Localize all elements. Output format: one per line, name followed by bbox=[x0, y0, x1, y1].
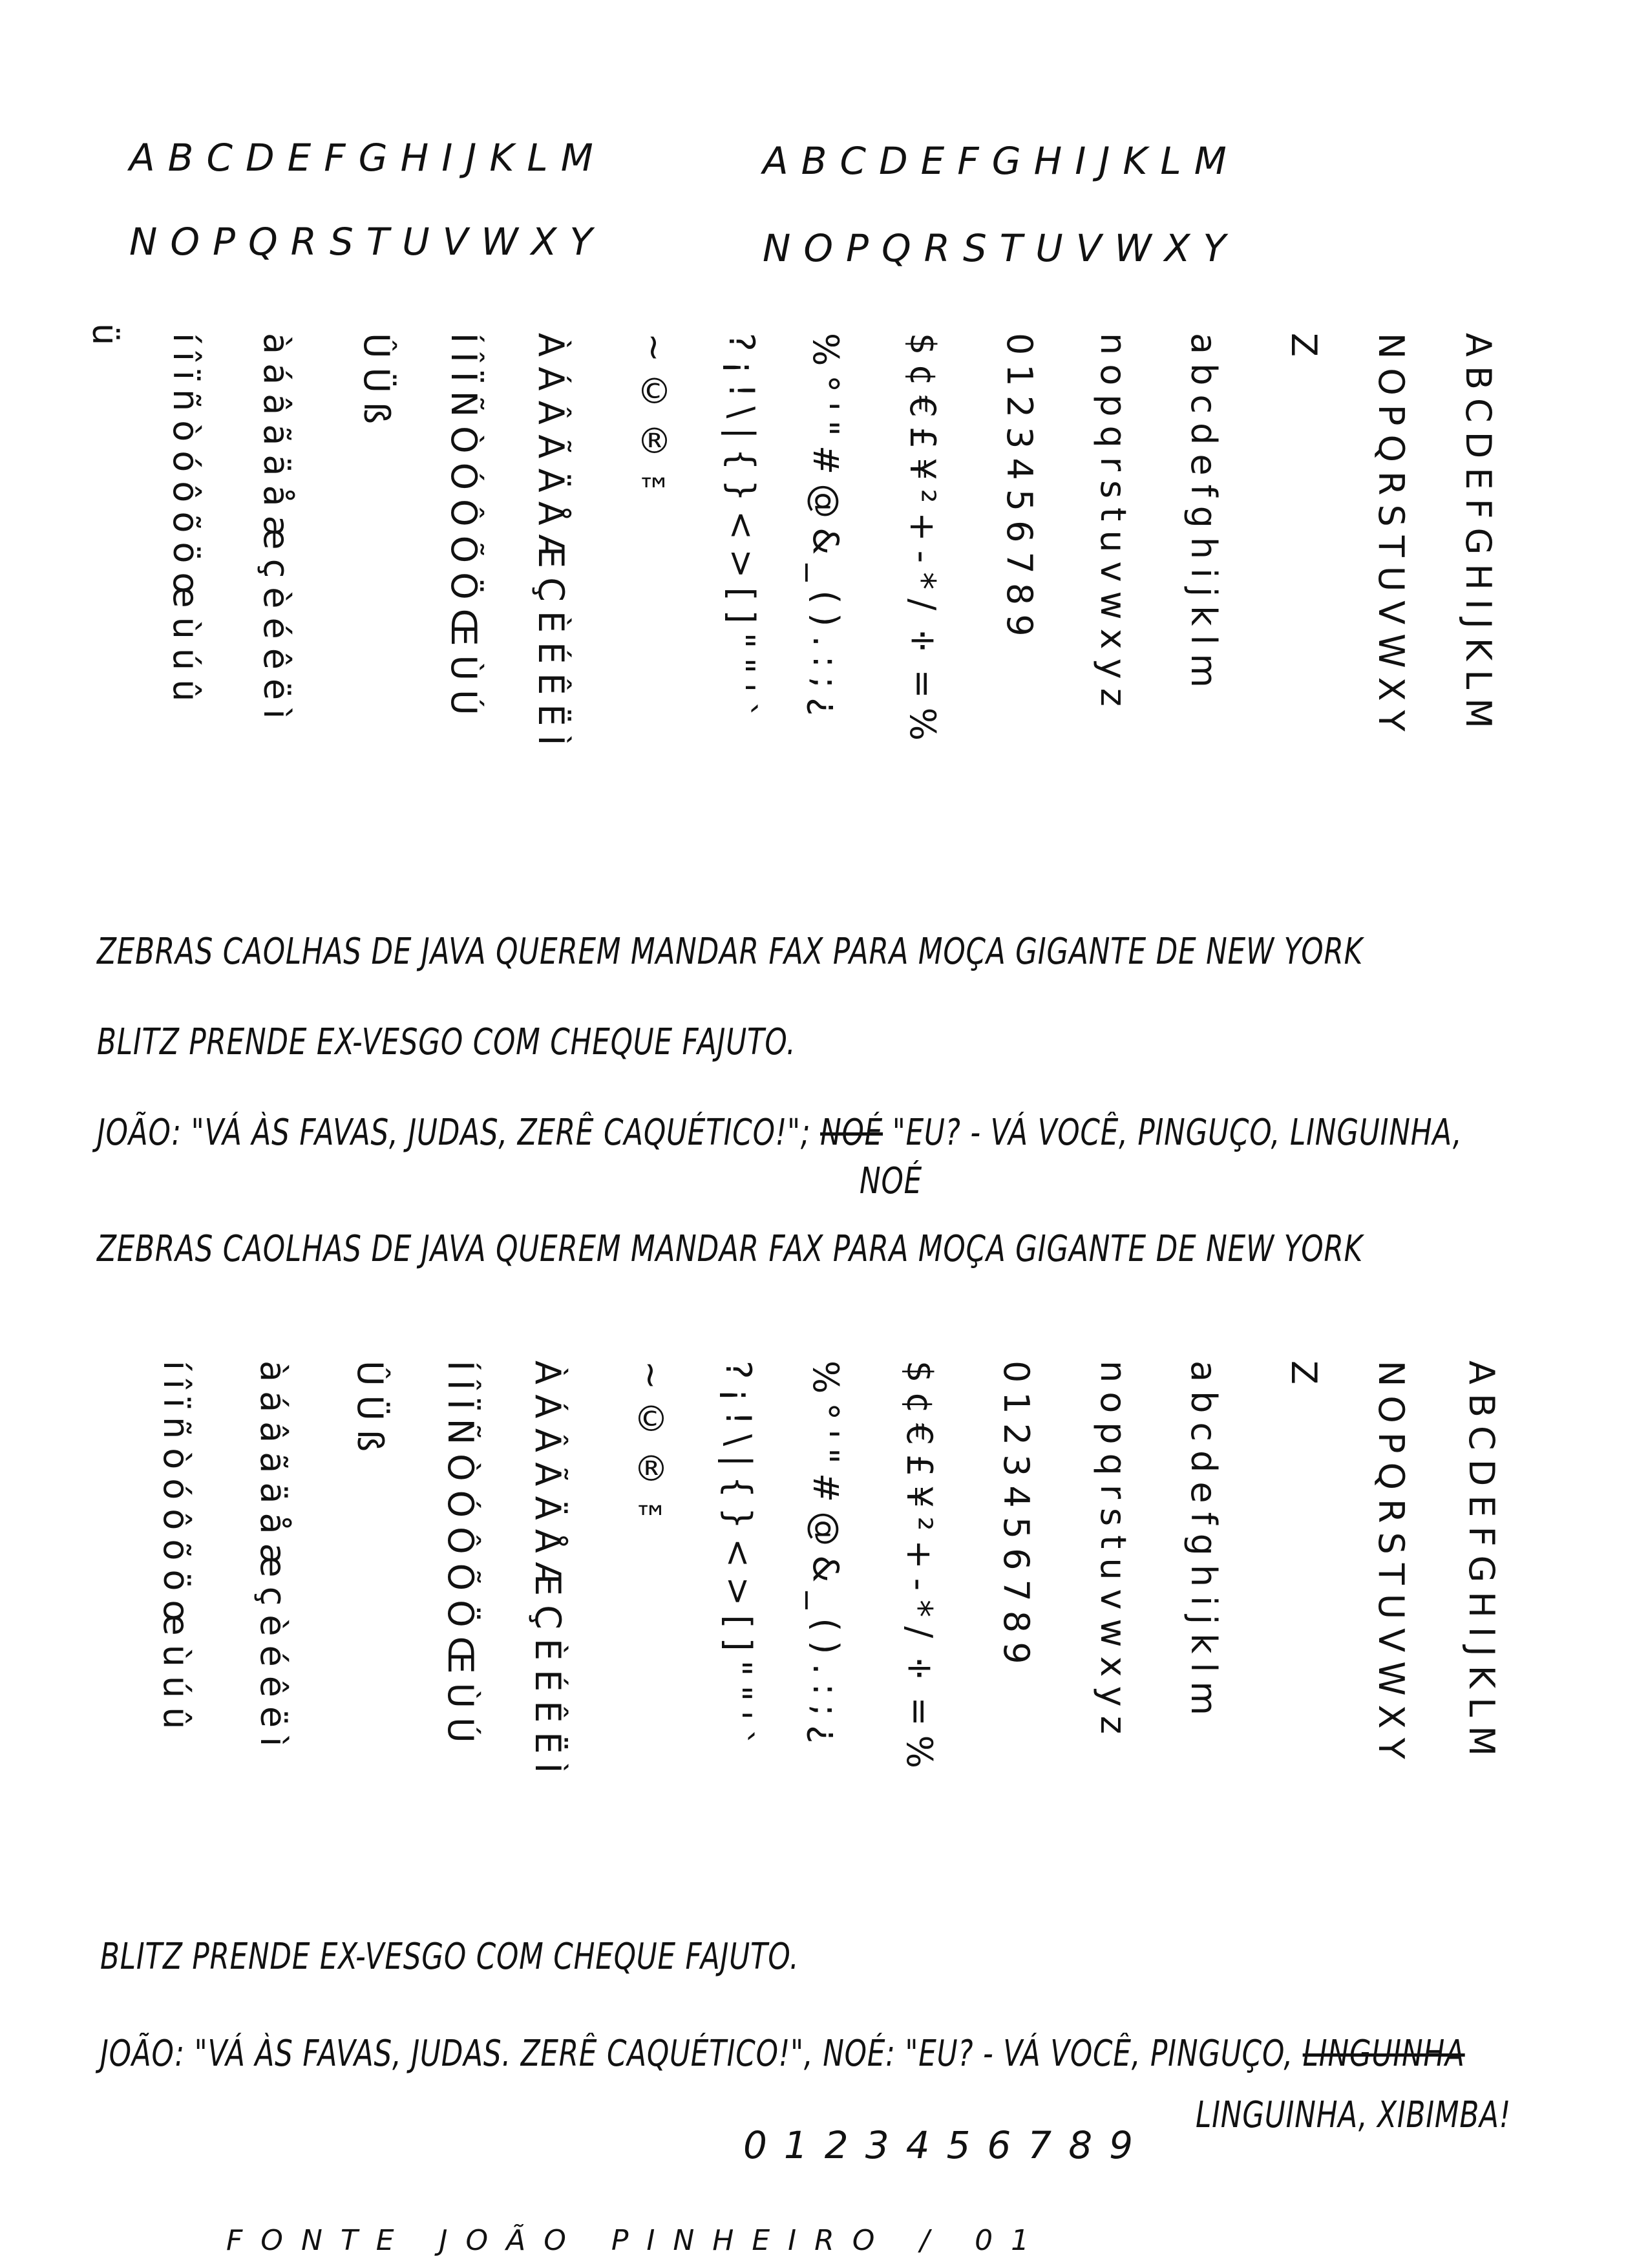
pangram-zebras-1: ZEBRAS CAOLHAS DE JAVA QUEREM MANDAR FAX PARA MOÇA GIGANTE DE NEW YORK bbox=[97, 931, 1364, 973]
glyph-column: %°'"#@&_().:;¿ bbox=[805, 1361, 846, 1753]
glyph-column: ü bbox=[85, 323, 125, 355]
pangram-joao-2-continuation: LINGUINHA, XIBIMBA! bbox=[1196, 2094, 1512, 2136]
pangram-blitz-2: BLITZ PRENDE EX-VESGO COM CHEQUE FAJUTO. bbox=[100, 1936, 799, 1978]
struck-word: NOÉ bbox=[820, 1112, 883, 1154]
glyph-column: ?¡!\|{}<>[]""'` bbox=[721, 333, 762, 728]
glyph-column: abcdefghijklm bbox=[1183, 1361, 1224, 1724]
glyph-column: ~©®™ bbox=[631, 1361, 671, 1549]
glyph-column: Z bbox=[1284, 1361, 1324, 1394]
font-credit-footer: FONTE JOÃO PINHEIRO / 01 bbox=[226, 2224, 1048, 2257]
glyph-column: $¢€£¥²+-*/÷=% bbox=[899, 1361, 940, 1777]
pangram-joao-1-part-b: "EU? - VÁ VOCÊ, PINGUÇO, LINGUINHA, bbox=[883, 1112, 1463, 1154]
pangram-joao-1-part-a: JOÃO: "VÁ ÀS FAVAS, JUDAS, ZERÊ CAQUÉTICO!"; bbox=[97, 1112, 821, 1154]
glyph-column: íîïñòóôõöœùúû bbox=[156, 1361, 196, 1739]
glyph-column: 0123456789 bbox=[996, 1361, 1037, 1673]
glyph-column: ?¡!\|{}<>[]""'` bbox=[718, 1361, 759, 1756]
glyph-column: àáâãäåæçèéêëì bbox=[253, 1361, 293, 1756]
glyph-column: NOPQRSTUVWXY bbox=[1371, 333, 1411, 741]
pangram-blitz-1: BLITZ PRENDE EX-VESGO COM CHEQUE FAJUTO. bbox=[97, 1021, 796, 1063]
glyph-column: Z bbox=[1284, 333, 1324, 366]
pangram-joao-2 bbox=[100, 2033, 1465, 2075]
struck-word: LINGUINHA bbox=[1302, 2033, 1465, 2075]
glyph-column: íîïñòóôõöœùúû bbox=[165, 333, 206, 711]
glyph-column: $¢€£¥²+-*/÷=% bbox=[902, 333, 943, 750]
digits-line: 0123456789 bbox=[743, 2123, 1150, 2167]
glyph-column: 0123456789 bbox=[999, 333, 1040, 646]
pangram-zebras-2: ZEBRAS CAOLHAS DE JAVA QUEREM MANDAR FAX PARA MOÇA GIGANTE DE NEW YORK bbox=[97, 1228, 1364, 1270]
glyph-column: ÀÁÂÃÄÅÆÇÈÉÊËÌ bbox=[531, 333, 571, 755]
pangram-joao-2-part-a: JOÃO: "VÁ ÀS FAVAS, JUDAS. ZERÊ CAQUÉTICO!", NOÉ: "EU? - VÁ VOCÊ, PINGUÇO, bbox=[100, 2033, 1303, 2075]
glyph-column: NOPQRSTUVWXY bbox=[1371, 1361, 1411, 1768]
glyph-column: ~©®™ bbox=[634, 333, 675, 521]
glyph-column: ÍÎÏÑÒÓÔÕÖŒÙÚ bbox=[443, 333, 484, 725]
glyph-column: ÛÜß bbox=[350, 1361, 390, 1461]
glyph-column: nopqrstuvwxyz bbox=[1093, 333, 1134, 715]
glyph-column: ÛÜß bbox=[356, 333, 397, 434]
glyph-column: ÍÎÏÑÒÓÔÕÖŒÙÚ bbox=[440, 1361, 481, 1752]
uppercase-row-1-left: ABCDEFGHIJKLM bbox=[129, 136, 606, 180]
glyph-column: %°'"#@&_().:;¿ bbox=[805, 333, 846, 725]
glyph-column: ABCDEFGHIJKLM bbox=[1461, 1361, 1502, 1765]
glyph-column: nopqrstuvwxyz bbox=[1093, 1361, 1134, 1743]
glyph-column: ÀÁÂÃÄÅÆÇÈÉÊËÌ bbox=[527, 1361, 568, 1783]
glyph-column: àáâãäåæçèéêëì bbox=[256, 333, 297, 728]
uppercase-row-1-right: ABCDEFGHIJKLM bbox=[763, 139, 1240, 183]
uppercase-row-2-left: NOPQRSTUVWXY bbox=[129, 220, 606, 264]
uppercase-row-2-right: NOPQRSTUVWXY bbox=[763, 226, 1239, 270]
glyph-column: ABCDEFGHIJKLM bbox=[1458, 333, 1499, 737]
pangram-joao-1 bbox=[97, 1112, 1463, 1154]
inserted-correction: NOÉ bbox=[860, 1160, 923, 1202]
glyph-column: abcdefghijklm bbox=[1183, 333, 1224, 697]
